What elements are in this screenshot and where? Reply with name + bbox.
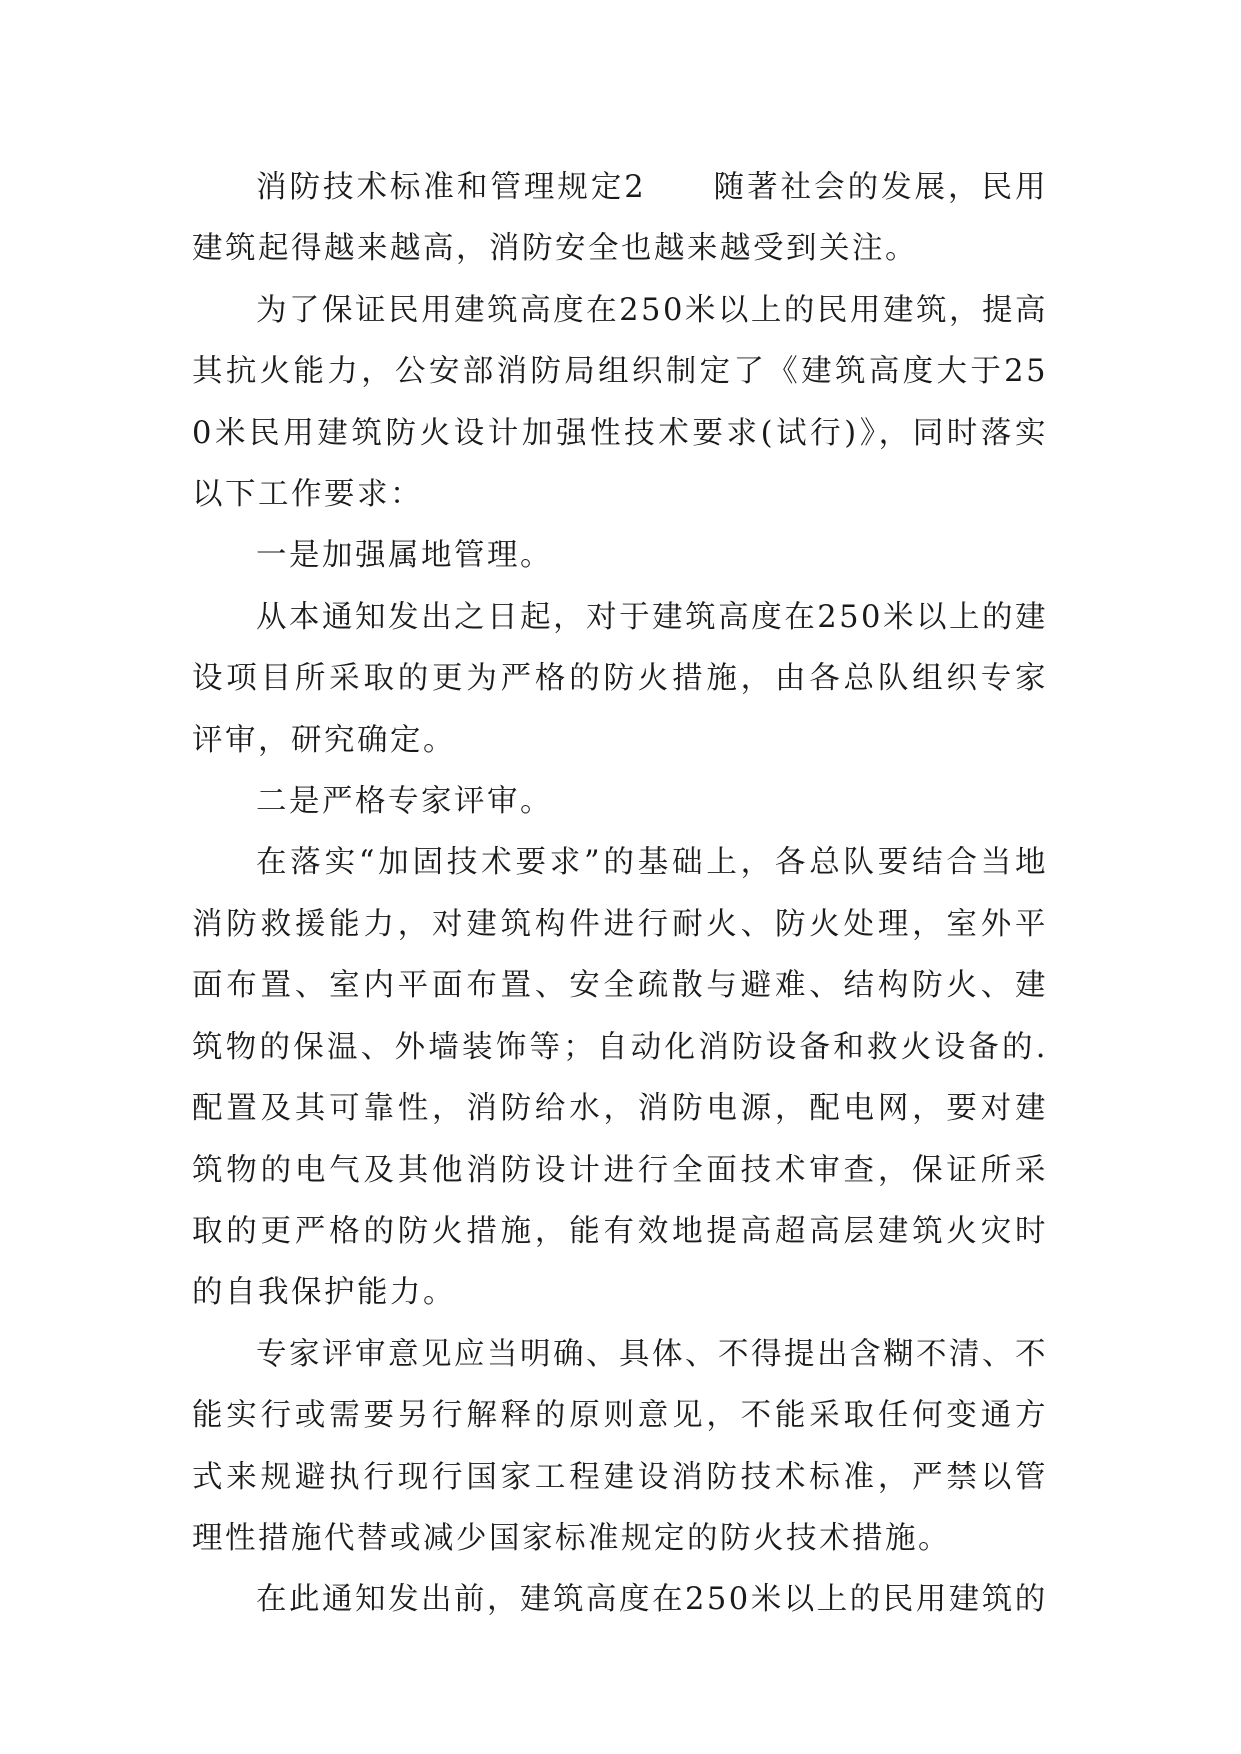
- document-body: [192, 157, 1048, 1631]
- paragraph-review-opinion: 专家评审意见应当明确、具体、不得提出含糊不清、不能实行或需要另行解释的原则意见，不能采取任何变通方式来规避执行现行国家工程建设消防技术标准，严禁以管理性措施代替或减少国家标准规定的防火技术措施。: [192, 1336, 1048, 1556]
- paragraph-title-intro: 消防技术标准和管理规定2 随著社会的发展，民用建筑起得越来越高，消防安全也越来越受到关注。: [192, 170, 1048, 267]
- paragraph-requirement-1: 从本通知发出之日起，对于建筑高度在250米以上的建设项目所采取的更为严格的防火措施，由各总队组织专家评审，研究确定。: [192, 599, 1048, 758]
- paragraph-background: 为了保证民用建筑高度在250米以上的民用建筑，提高其抗火能力，公安部消防局组织制定了《建筑高度大于250米民用建筑防火设计加强性技术要求(试行)》，同时落实以下工作要求：: [192, 292, 1048, 513]
- paragraph-before-notice: 在此通知发出前，建筑高度在250米以上的民用建筑的: [256, 1582, 1048, 1618]
- paragraph-heading-1: 一是加强属地管理。: [256, 538, 553, 574]
- paragraph-heading-2: 二是严格专家评审。: [256, 784, 553, 820]
- paragraph-requirement-2: 在落实“加固技术要求”的基础上，各总队要结合当地消防救援能力，对建筑构件进行耐火、防火处理，室外平面布置、室内平面布置、安全疏散与避难、结构防火、建筑物的保温、外墙装饰等；自动化消防设备和救火设备的.配置及其可靠性，消防给水，消防电源，配电网，要对建筑物的电气及其他消防设计进行全面技术审查，保证所采取的更严格的防火措施，能有效地提高超高层建筑火灾时的自我保护能力。: [192, 845, 1048, 1311]
